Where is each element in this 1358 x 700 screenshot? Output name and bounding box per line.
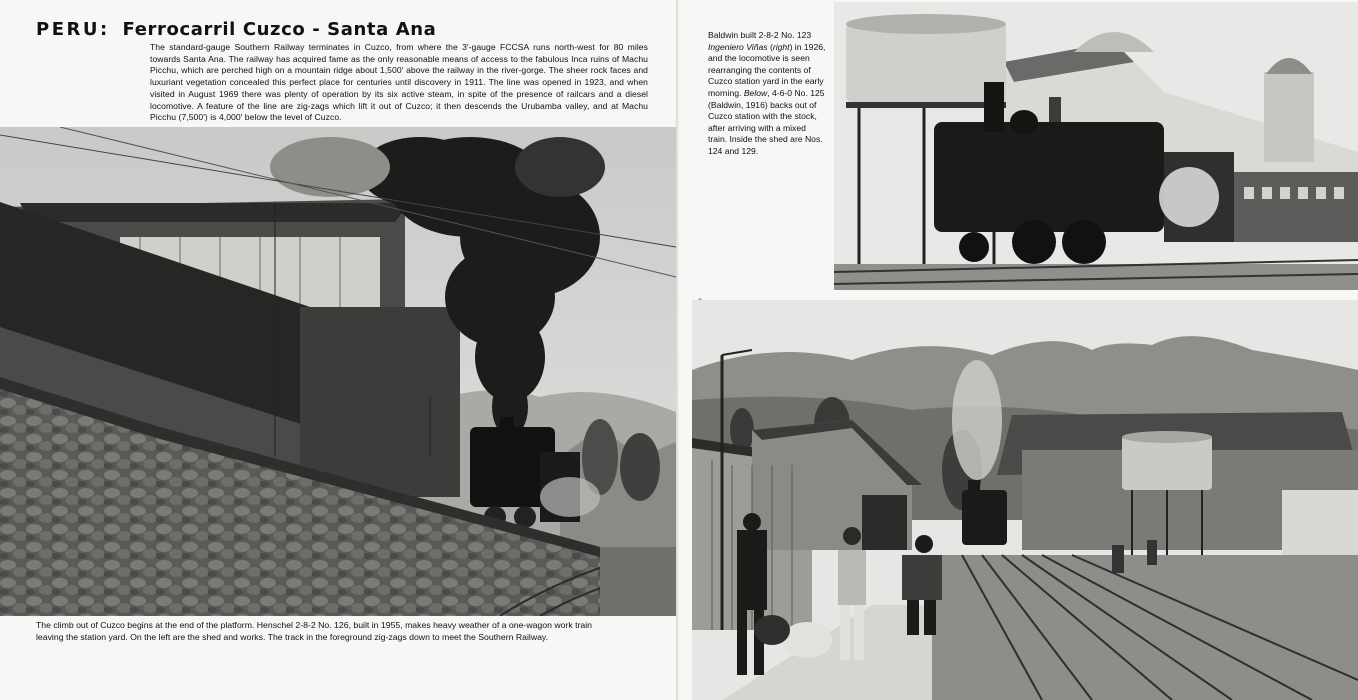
- right-page: [679, 0, 1358, 700]
- side-caption-part1: Baldwin built 2-8-2 No. 123: [708, 30, 812, 40]
- photo-locomotive-123-image: [834, 2, 1358, 290]
- photo-cuzco-climb: [0, 127, 676, 616]
- photo-locomotive-125-station-image: [692, 300, 1358, 700]
- page-title: [36, 19, 436, 40]
- photo-cuzco-climb-image: [0, 127, 676, 616]
- side-caption-name: Ingeniero Viñas: [708, 41, 768, 52]
- title-line: Ferrocarril Cuzco - Santa Ana: [122, 19, 437, 40]
- side-caption-part4: , 4-6-0 No. 125 (Baldwin, 1916) backs out of Cuzco station with the stock, after arriving with a mixed train. Inside the shed are Nos. 124 and 129.: [708, 87, 825, 156]
- title-country: PERU:: [36, 19, 110, 40]
- side-caption: [708, 30, 826, 158]
- side-caption-right: right: [772, 41, 790, 52]
- side-caption-below: Below: [743, 87, 768, 98]
- photo-locomotive-125-station: [692, 300, 1358, 700]
- intro-paragraph: The standard-gauge Southern Railway terminates in Cuzco, from where the 3′-gauge FCCSA runs north-west for 80 miles towards Santa Ana. The railway has acquired fame as the only reasonable means of access to the fabulous Inca ruins of Machu Picchu, which are perched high on a mountain ridge about 1,500′ above the railway in the river-gorge. The sheer rock faces and luxuriant vegetation concealed this perfect place for centuries until discovery in 1911. The line was opened in 1923, and when visited in August 1969 there was plenty of operation by its six active steam, in spite of the presence of railcars and a diesel locomotive. A feature of the line are zig-zags which lift it out of Cuzco; it then descends the Urubamba valley, and at Machu Picchu (7,500′) is 4,000′ below the level of Cuzco.: [150, 42, 648, 123]
- side-caption-part3: ) in 1926, and the locomotive is seen rearranging the contents of Cuzco station yard in the early morning.: [708, 41, 826, 98]
- side-caption-part2: (: [769, 41, 773, 52]
- main-photo-caption: The climb out of Cuzco begins at the end of the platform. Henschel 2-8-2 No. 126, built in 1955, makes heavy weather of a one-wagon work train leaving the station yard. On the left are the shed and works. The track in the foreground zig-zags down to meet the Southern Railway.: [36, 620, 592, 642]
- photo-locomotive-123: [834, 2, 1358, 290]
